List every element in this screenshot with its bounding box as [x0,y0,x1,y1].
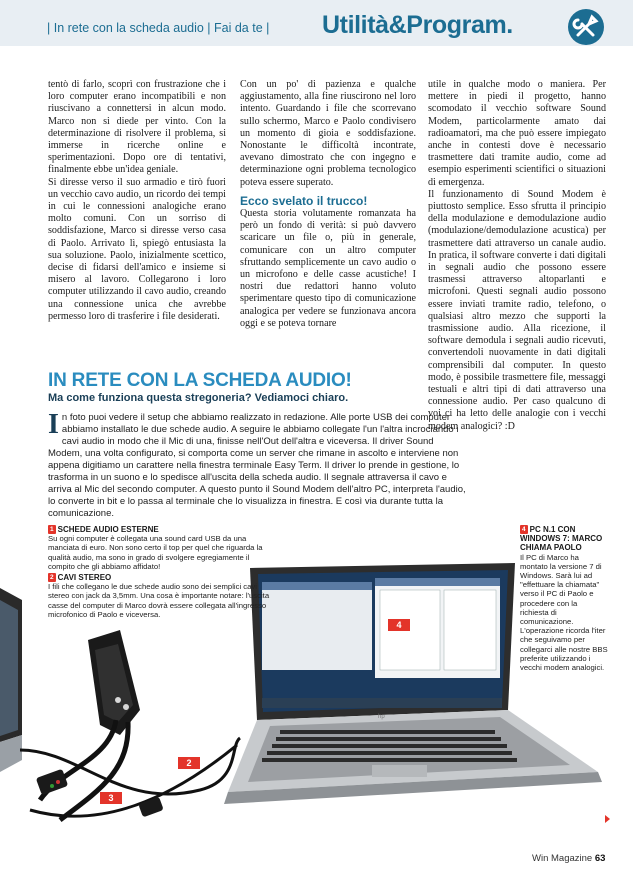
paragraph: utile in qualche modo o maniera. Per mettere in piedi il progetto, hanno scomodato il vecchio software Sound Modem, particolarmente amato dai radioamatori, ma che può essere impiegato anche in contesti dove è necessario trasmettere dati tramite audio, come ad esempio esperimenti scientifici o situazioni di emergenza. [428,79,606,188]
photo-label-4 [388,619,410,631]
photo-label-4-text: 4 [396,620,402,630]
box-title: IN RETE CON LA SCHEDA AUDIO! [48,370,352,391]
page-number: 63 [594,853,606,864]
box-subtitle: Ma come funziona questa stregoneria? Vediamoci chiaro. [48,392,349,404]
caption-badge: 1 [50,526,54,533]
subheading: Ecco svelato il trucco! [240,193,368,208]
caption-text: Il PC di Marco ha montato la versione 7 di Windows. Sarà lui ad "effettuare la chiamata" verso il PC di Paolo e procedere con la richiesta di comunicazione. L'operazione ricorda l'iter che seguivamo per collegarci alle nostre BBS preferite utilizzando i vecchi modem analogici. [520,552,608,673]
photo-label-2-text: 2 [186,758,192,768]
caption-text: Su ogni computer è collegata una sound card USB da una manciata di euro. Non sono certo il top per quel che riguarda la qualità audio, ma sono in grado di svolgere egregiamente il compito che gli abbiamo affidato! [48,534,263,571]
section-title: Utilità&Program. [322,11,513,39]
left-laptop [0,588,22,772]
caption-title: SCHEDE AUDIO ESTERNE [57,525,159,534]
section-breadcrumb: | In rete con la scheda audio | Fai da te | [47,21,270,35]
caption-text: I fili che collegano le due schede audio sono dei semplici cavi stereo con jack da 3,5mm. Una cosa è importante notare: l'uscita casse del computer di Marco dovrà essere collegata all'ingresso microfonico di Paolo e viceversa. [48,582,270,619]
photo-label-3-text: 3 [108,793,114,803]
continue-arrow-icon [605,815,610,823]
caption-stereo-cables [48,573,276,619]
magazine-name: Win Magazine [532,853,593,864]
page-header [0,0,633,46]
paragraph: Questa storia volutamente romanzata ha però un fondo di verità: si può davvero scaricare un file o, più in generale, comunicare con un altro computer sfruttando semplicemente un cavo audio o un microfono e delle casse acustiche! I nostri due redattori hanno voluto sperimentare questo tipo di comunicazione analogica per vedere se funzionava ancora oggi e se poteva tornare [240,208,416,329]
article-column-3 [428,79,606,433]
photo-label-2 [178,757,200,769]
tools-icon [567,8,605,46]
paragraph: tentò di farlo, scoprì con frustrazione che i loro computer erano incompatibili e non riuscivano a connettersi in alcun modo. Marco non si diede per vinto. Con la determinazione di risolvere il problema, si immerse in ricerche online e sperimentazioni. Dopo ore di tentativi, finalmente ebbe un'idea geniale. [48,79,226,176]
article-column-1 [48,79,226,323]
page-footer [532,853,605,864]
paragraph: Con un po' di pazienza e qualche aggiustamento, alla fine riuscirono nel loro intento. Guardando i file che scorrevano sullo schermo, Marco e Paolo condivisero un momento di gioia e soddisfazione. Nonostante le difficoltà incontrate, avevano dimostrato che con ingegno e determinazione ogni problema tecnologico poteva essere superato. [240,79,416,188]
caption-pc1 [520,525,608,672]
paragraph: Si diresse verso il suo armadio e tirò fuori un vecchio cavo audio, un ricordo dei tempi in cui le connessioni analogiche erano molto comuni. Con un sorriso di soddisfazione, Marco si diresse verso casa di Paolo. Arrivato lì, spiegò entusiasta la sua soluzione. Paolo, inizialmente scettico, decise di fidarsi dell'amico e insieme si misero al lavoro. Collegarono i loro computer utilizzando il cavo audio, creando una connessione unica che avrebbe permesso loro di trasferire i file desiderati. [48,176,226,322]
caption-sound-cards [48,525,276,571]
caption-badge: 2 [50,574,54,581]
caption-title: CAVI STEREO [57,573,112,582]
article-column-2 [240,79,416,330]
photo-label-3 [100,792,122,804]
paragraph: Il funzionamento di Sound Modem è piuttosto semplice. Esso sfrutta il principio della modulazione e demodulazione audio (modulazione/demodulazione acustica) per trasmettere dati attraverso un canale audio. In pratica, il software converte i dati digitali in segnali audio che possono essere trasmessi attraverso altoparlanti e microfoni. Questi segnali audio possono essere inviati tramite radio, telefono, o qualsiasi altro mezzo che supporti la trasmissione audio. Alla ricezione, il software demodula i segnali audio ricevuti, convertendoli nuovamente in dati digitali comprensibili dal computer. In questo modo, è possibile trasmettere file, messaggi testuali e altri tipi di dati attraverso una connessione audio. Per caso qualcuno di voi ci ha letto delle analogie con i vecchi modem analogici? :D [428,188,606,432]
intro-text: n foto puoi vedere il setup che abbiamo realizzato in redazione. Alle porte USB dei computer abbiamo installato le due schede audio. A seguire le abbiamo collegate l'un l'altra incrociando i cavi audio in modo che il Mic di una, finisse nell'Out dell'altra e viceversa. Il driver Sound Modem, una volta configurato, si comporta come un server che rimane in ascolto e interviene non appena digitiamo un carattere nella finestra terminale Easy Term. Il driver lo prende in gestione, lo trasforma in un suono e lo spedisce all'uscita della scheda audio. Il segnale attraversa il cavo e arriva al Mic del secondo computer. A questo punto il Sound Modem dell'altro PC, interpreta l'audio, lo converte in bit e lo passa al terminale che lo visualizza in finestra. E così via durante tutta la comunicazione. [48,412,466,519]
caption-title: PC N.1 CON WINDOWS 7: MARCO CHIAMA PAOLO [520,525,603,553]
drop-cap: I [48,409,59,440]
box-intro [48,409,468,520]
svg-text:hp: hp [378,714,385,720]
usb-sound-card [40,630,140,820]
caption-badge: 4 [522,526,526,533]
